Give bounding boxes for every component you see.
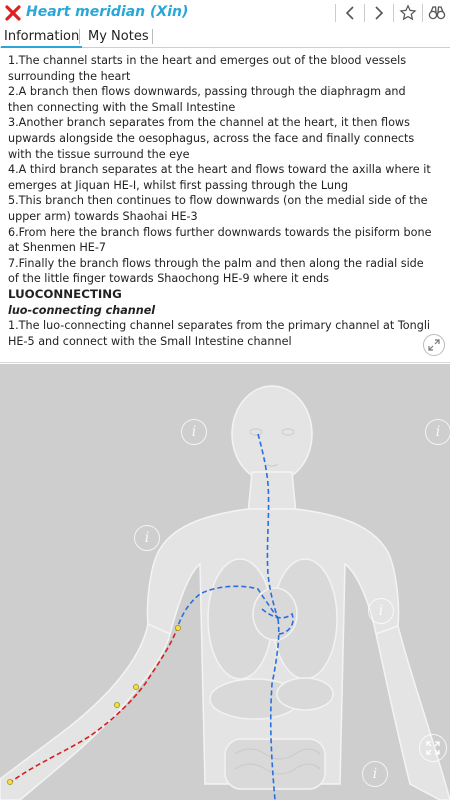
body-model [0, 364, 450, 800]
paragraph: 3.Another branch separates from the channel at the heart, it then flows upwards alongside the oesophagus, across the face and finally connects with the tissue surround the eye [8, 116, 415, 161]
paragraph: 1.The channel starts in the heart and emerges out of the blood vessels surrounding the heart [8, 54, 407, 83]
star-icon [399, 4, 417, 22]
tab-bar [0, 26, 450, 48]
divider [335, 4, 336, 22]
header-actions [331, 2, 450, 24]
close-icon [5, 5, 21, 21]
paragraph: 7.Finally the branch flows through the palm and then along the radial side of the little finger towards Shaochong HE-9 where it ends [8, 256, 424, 286]
binoculars-icon [428, 5, 446, 21]
divider [79, 29, 80, 44]
divider [393, 4, 394, 22]
divider [422, 4, 423, 22]
divider [364, 4, 365, 22]
close-button[interactable] [3, 3, 23, 23]
info-icon: i [378, 603, 384, 619]
paragraph: 5.This branch then continues to flow downwards (on the medial side of the upper arm) towards Shaohai HE-3 [8, 194, 428, 223]
information-text [8, 53, 434, 349]
paragraph: 1.The luo-connecting channel separates from the primary channel at Tongli HE-5 and connect with the Small Intestine channel [8, 319, 431, 348]
expand-diagonal-icon [427, 338, 441, 352]
chevron-right-icon [373, 5, 385, 21]
info-pin-left-arm[interactable] [134, 525, 160, 551]
divider [152, 29, 153, 44]
tab-information[interactable]: Information [1, 28, 82, 48]
chevron-left-icon [344, 5, 356, 21]
paragraph: 6.From here the branch flows further downwards towards the pisiform bone at Shenmen HE-7 [8, 225, 432, 255]
anatomy-viewer[interactable] [0, 364, 450, 800]
fullscreen-button[interactable] [419, 734, 447, 762]
info-pin-chest[interactable] [368, 598, 394, 624]
info-pin-right-shoulder[interactable] [425, 419, 450, 445]
info-icon: i [372, 766, 378, 782]
paragraph: 2.A branch then flows downwards, passing through the diaphragm and then connecting with the Small Intestine [8, 85, 406, 114]
info-icon: i [435, 424, 441, 440]
next-button[interactable] [369, 2, 389, 24]
page-title: Heart meridian (Xin) [26, 4, 189, 20]
info-icon: i [191, 424, 197, 440]
section-subheading: luo-connecting channel [8, 303, 156, 317]
section-heading: LUOCONNECTING [8, 286, 122, 301]
information-panel[interactable] [0, 49, 450, 363]
paragraph: 4.A third branch separates at the heart and flows toward the axilla where it emerges at Jiquan HE-I, whilst first passing through the Lung [8, 163, 431, 192]
search-button[interactable] [427, 2, 447, 24]
info-icon: i [144, 530, 150, 546]
tab-my-notes[interactable]: My Notes [88, 29, 149, 44]
header-bar [0, 0, 450, 26]
favorite-button[interactable] [398, 2, 418, 24]
fullscreen-icon [425, 740, 441, 756]
previous-button[interactable] [340, 2, 360, 24]
info-pin-abdomen[interactable] [362, 761, 388, 787]
info-pin-head[interactable] [181, 419, 207, 445]
expand-text-button[interactable] [423, 334, 445, 356]
